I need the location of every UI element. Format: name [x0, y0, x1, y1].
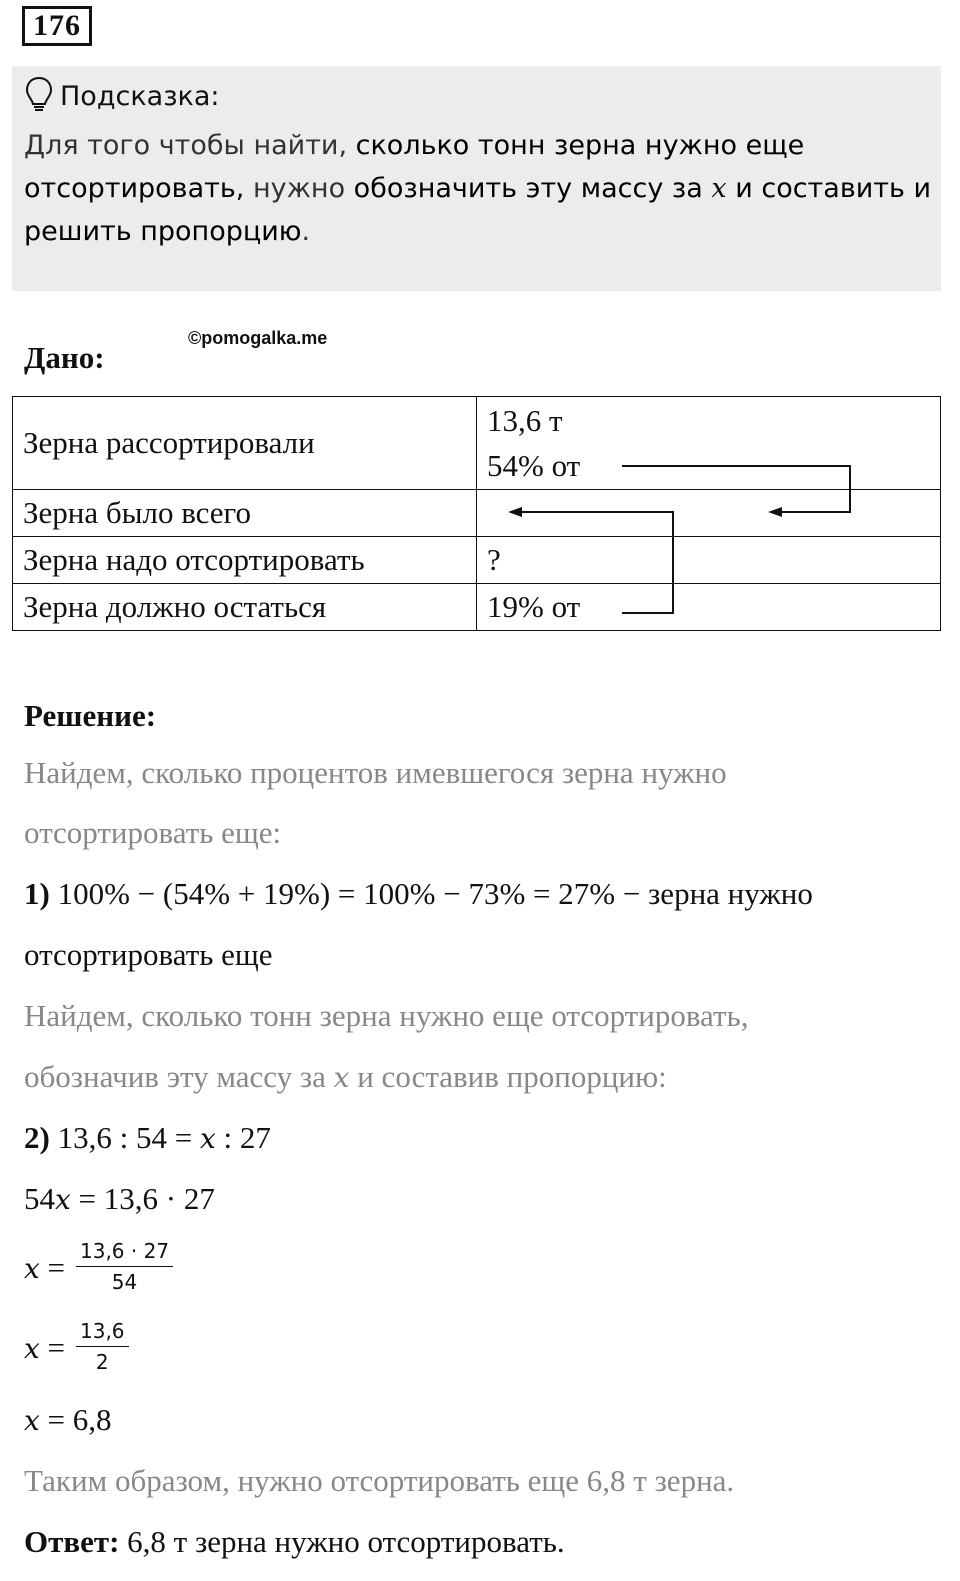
solution-line [24, 1120, 271, 1156]
answer-label: Ответ: [24, 1524, 120, 1559]
solution-line: отсортировать еще [24, 937, 273, 972]
fraction [76, 1316, 129, 1377]
variable: x [24, 1332, 40, 1365]
text: : 27 [215, 1120, 271, 1155]
cell-line: 54% от [487, 448, 581, 483]
hint-part: . [301, 216, 311, 247]
solution-line: Найдем, сколько процентов имевшегося зерна нужно [24, 755, 727, 790]
text: обозначив эту массу за [24, 1059, 334, 1094]
watermark: ©pomogalka.me [188, 328, 328, 348]
hint-title-text: Подсказка: [60, 81, 220, 112]
solution-line [24, 1402, 112, 1438]
table-cell: Зерна должно остаться [13, 584, 477, 631]
hint-text [24, 124, 934, 253]
lightbulb-icon [24, 76, 54, 114]
denominator: 54 [111, 1270, 138, 1294]
hint-part: сколько тонн зерна нужно еще отсортировать, [24, 130, 805, 204]
text: = [39, 1250, 66, 1285]
variable: x [24, 1404, 40, 1437]
table-cell [477, 490, 941, 537]
hint-part: нужно [244, 173, 354, 204]
text: 54 [24, 1181, 55, 1216]
text: = 6,8 [39, 1402, 112, 1437]
table-cell: ? [477, 537, 941, 584]
hint-part: обозначить эту массу за [353, 173, 712, 204]
text: = 13,6 · 27 [70, 1181, 215, 1216]
answer-text: 6,8 т зерна нужно отсортировать. [119, 1524, 565, 1559]
solution-line: отсортировать еще: [24, 815, 282, 850]
answer-line [24, 1524, 565, 1560]
step-text: 100% − (54% + 19%) = 100% − 73% = 27% − зерна нужно [49, 876, 813, 911]
variable: x [55, 1183, 71, 1216]
task-number: 176 [22, 6, 92, 46]
table-cell: Зерна надо отсортировать [13, 537, 477, 584]
table-cell: 19% от [477, 584, 941, 631]
hint-variable: x [711, 173, 727, 204]
variable: x [333, 1061, 350, 1094]
step-number: 2) [24, 1120, 50, 1155]
text: 13,6 : 54 = [49, 1120, 200, 1155]
solution-line: Найдем, сколько тонн зерна нужно еще отсортировать, [24, 998, 749, 1033]
solution-label: Решение: [24, 698, 157, 733]
cell-line: 13,6 т [487, 403, 563, 438]
step-number: 1) [24, 876, 50, 911]
text: и составив пропорцию: [349, 1059, 667, 1094]
numerator: 13,6 · 27 [76, 1236, 173, 1267]
given-table [12, 396, 941, 631]
table-row [13, 584, 941, 631]
hint-title [24, 76, 220, 115]
solution-line: Таким образом, нужно отсортировать еще 6,8 т зерна. [24, 1463, 735, 1498]
hint-part: Для того чтобы найти, [24, 130, 356, 161]
variable: x [24, 1252, 40, 1285]
denominator: 2 [95, 1350, 109, 1374]
table-row [13, 397, 941, 490]
solution-line [24, 1059, 667, 1095]
solution-line [24, 1330, 65, 1366]
variable: x [199, 1122, 216, 1155]
table-row [13, 537, 941, 584]
solution-line [24, 876, 813, 912]
hint-part: и составить и решить пропорцию [24, 173, 932, 247]
solution-line [24, 1181, 215, 1217]
solution-line [24, 1250, 65, 1286]
table-cell: Зерна было всего [13, 490, 477, 537]
fraction [76, 1236, 173, 1297]
table-cell [477, 397, 941, 490]
table-cell: Зерна рассортировали [13, 397, 477, 490]
table-row [13, 490, 941, 537]
numerator: 13,6 [76, 1316, 129, 1347]
given-label: Дано: [24, 340, 105, 375]
text: = [39, 1330, 66, 1365]
